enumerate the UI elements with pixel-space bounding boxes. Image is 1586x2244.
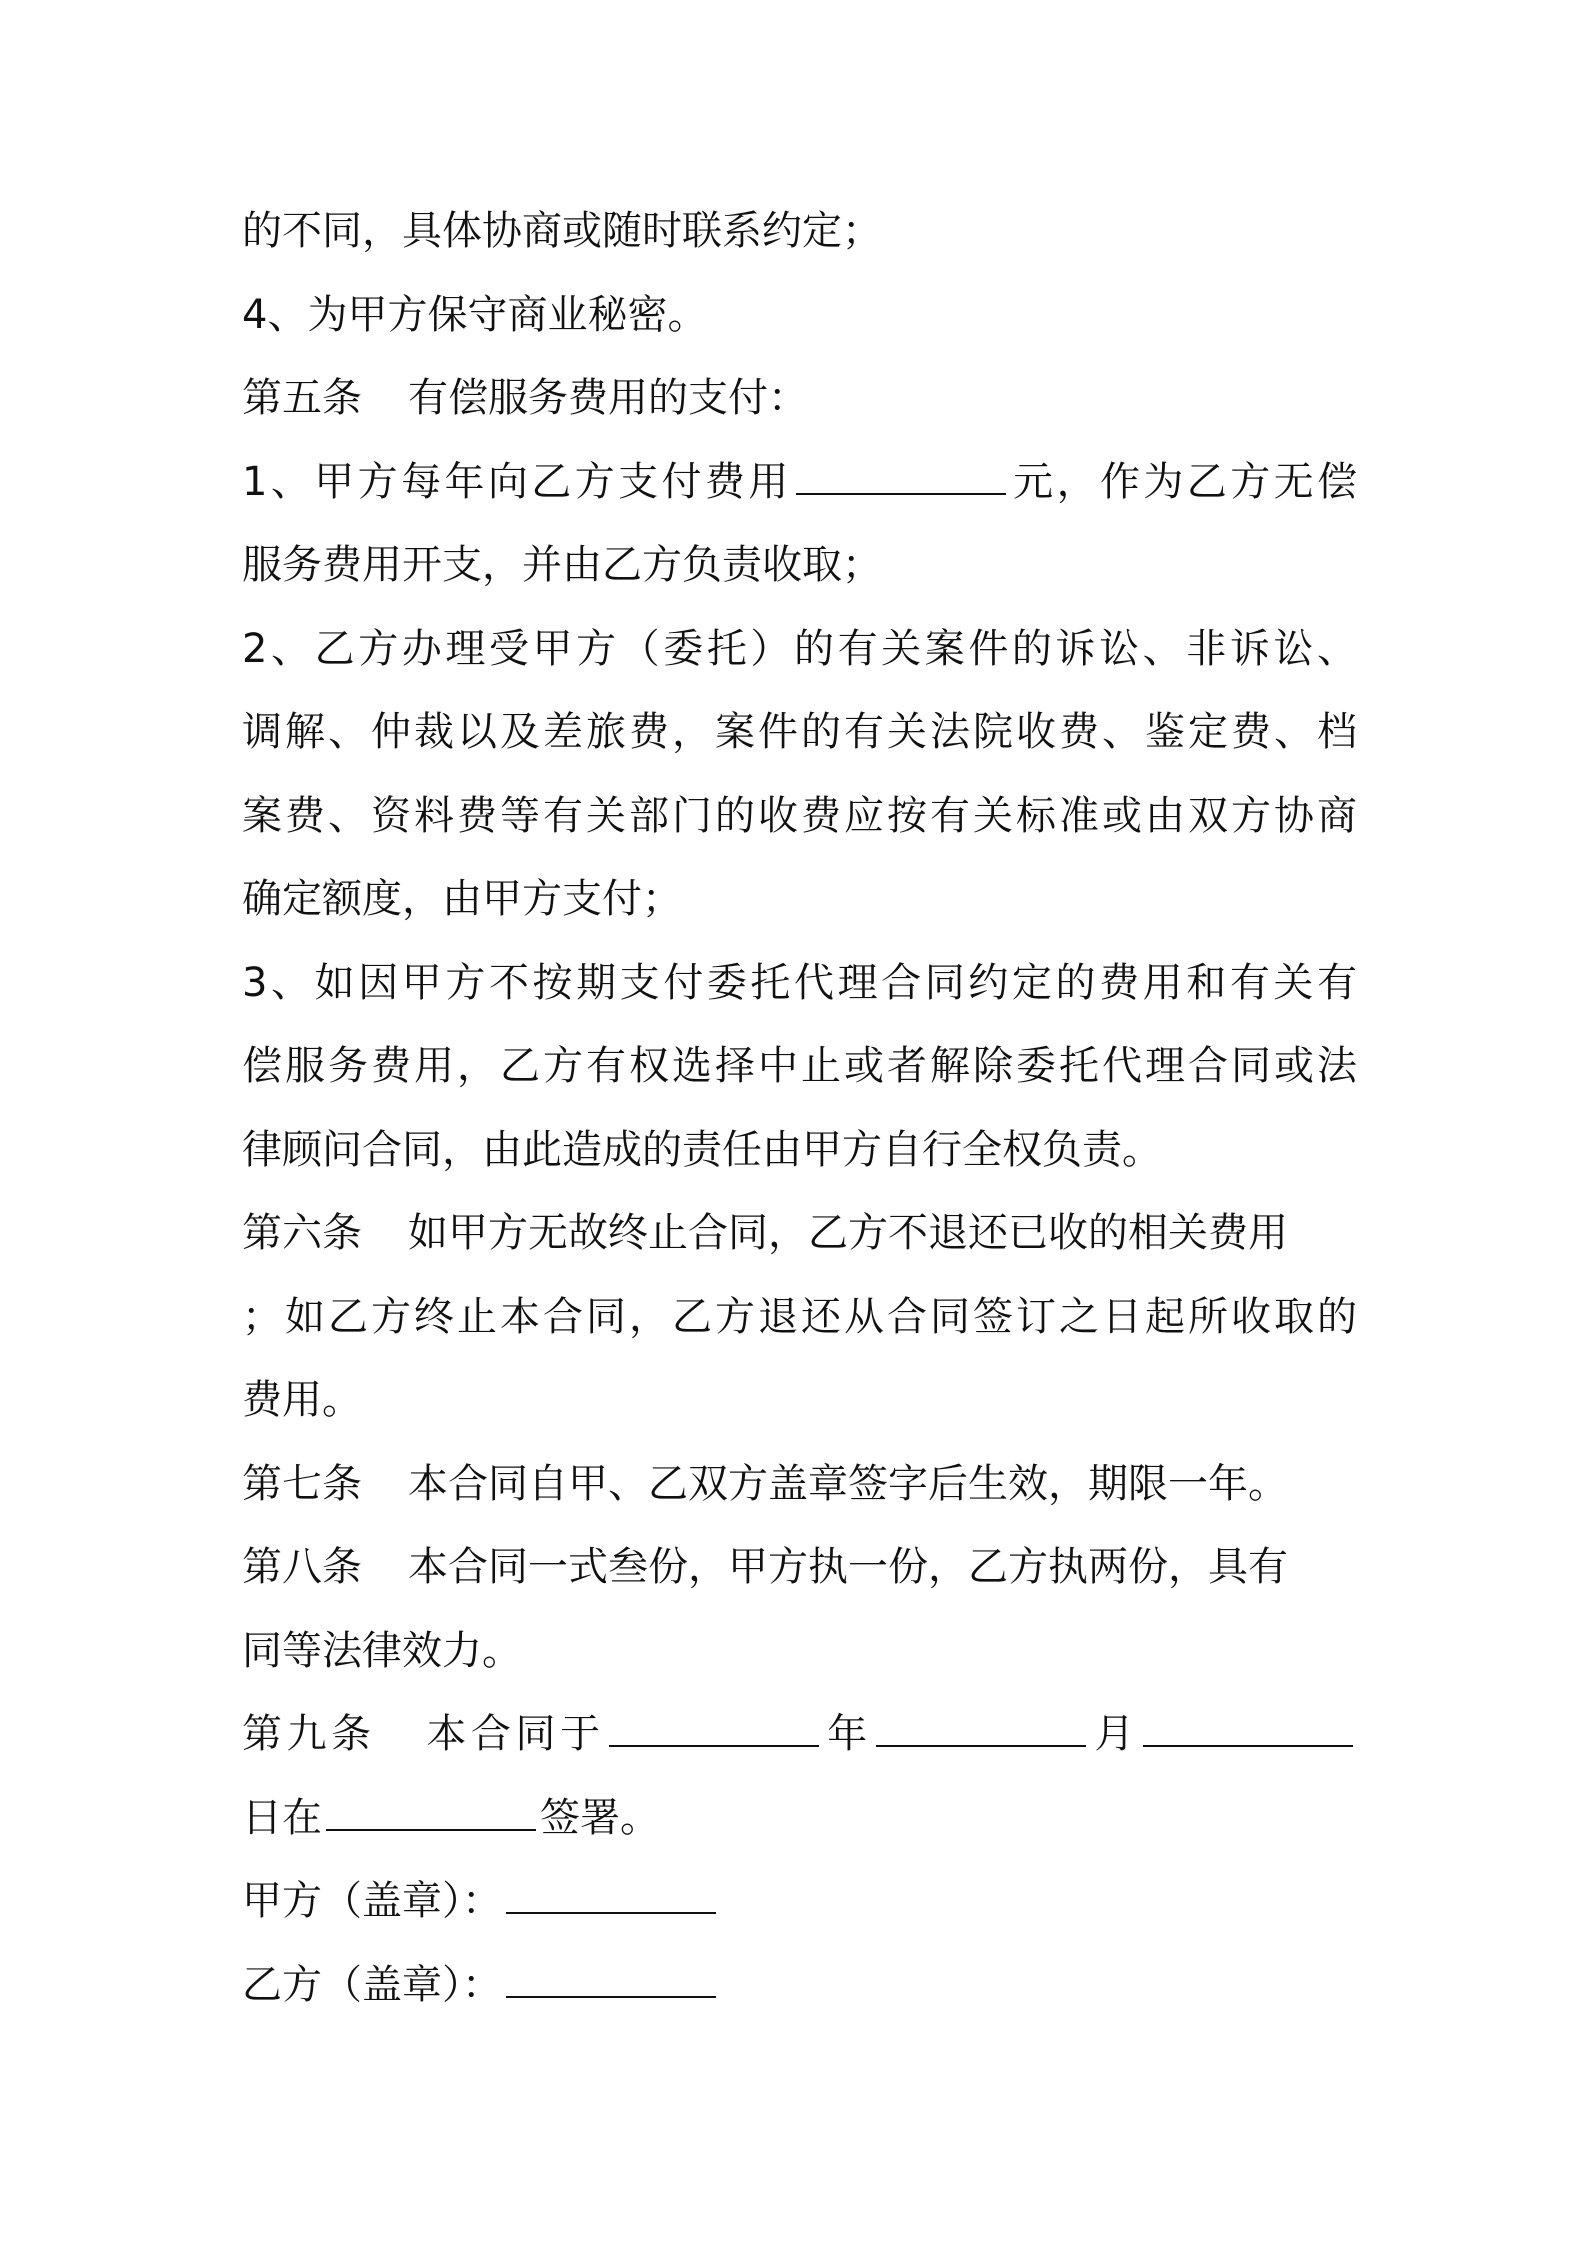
- article-7-line: 第七条 本合同自甲、乙双方盖章签字后生效，期限一年。: [242, 1460, 1288, 1507]
- party-a-seal-line: 甲方（盖章）：: [242, 1860, 1357, 1944]
- text-line-14: ；如乙方终止本合同，乙方退还从合同签订之日起所收取的: [242, 1293, 1357, 1340]
- fee-amount-blank[interactable]: [796, 453, 1006, 495]
- party-b-seal-line: 乙方（盖章）：: [242, 1944, 1357, 2028]
- text-line-9: 确定额度，由甲方支付；: [242, 876, 682, 922]
- text-line-1: 的不同，具体协商或随时联系约定；: [242, 208, 882, 254]
- text-line-2: 4、为甲方保守商业秘密。: [242, 291, 708, 338]
- text-line-6: 2、乙方办理受甲方（委托）的有关案件的诉讼、非诉讼、: [242, 625, 1357, 672]
- article-number: 第六条: [242, 1210, 362, 1256]
- text-line-5: 服务费用开支，并由乙方负责收取；: [242, 542, 882, 588]
- article-5-heading: [242, 357, 1357, 441]
- article-number: 第五条: [242, 375, 362, 421]
- text-line-7: 调解、仲裁以及差旅费，案件的有关法院收费、鉴定费、档: [242, 709, 1357, 755]
- fee-clause-line: 1、甲方每年向乙方支付费用 元，作为乙方无偿: [242, 441, 1357, 525]
- article-number: 第九条: [242, 1711, 376, 1757]
- signing-place-line: 日在 签署。: [242, 1777, 1357, 1861]
- contract-text: [242, 190, 1357, 2027]
- day-blank[interactable]: [1143, 1705, 1353, 1747]
- place-blank[interactable]: [326, 1789, 536, 1831]
- text-line-11: 偿服务费用，乙方有权选择中止或者解除委托代理合同或法: [242, 1043, 1357, 1089]
- text-line-15: 费用。: [242, 1377, 362, 1423]
- party-b-seal-blank[interactable]: [506, 1956, 716, 1998]
- article-8-line: 第八条 本合同一式叁份，甲方执一份，乙方执两份，具有: [242, 1544, 1288, 1590]
- text-line-10: 3、如因甲方不按期支付委托代理合同约定的费用和有关有: [242, 959, 1357, 1006]
- article-title: 有偿服务费用的支付：: [408, 375, 808, 421]
- text-line-12: 律顾问合同，由此造成的责任由甲方自行全权负责。: [242, 1126, 1162, 1173]
- month-blank[interactable]: [876, 1705, 1086, 1747]
- article-number: 第八条: [242, 1544, 362, 1590]
- year-blank[interactable]: [609, 1705, 819, 1747]
- article-9-line: 第九条 本合同于 年 月: [242, 1693, 1357, 1777]
- article-number: 第七条: [242, 1460, 362, 1507]
- party-a-seal-blank[interactable]: [506, 1872, 716, 1914]
- text-line-8: 案费、资料费等有关部门的收费应按有关标准或由双方协商: [242, 792, 1357, 839]
- text-line-18: 同等法律效力。: [242, 1627, 522, 1674]
- article-6-line: 第六条 如甲方无故终止合同，乙方不退还已收的相关费用: [242, 1210, 1288, 1256]
